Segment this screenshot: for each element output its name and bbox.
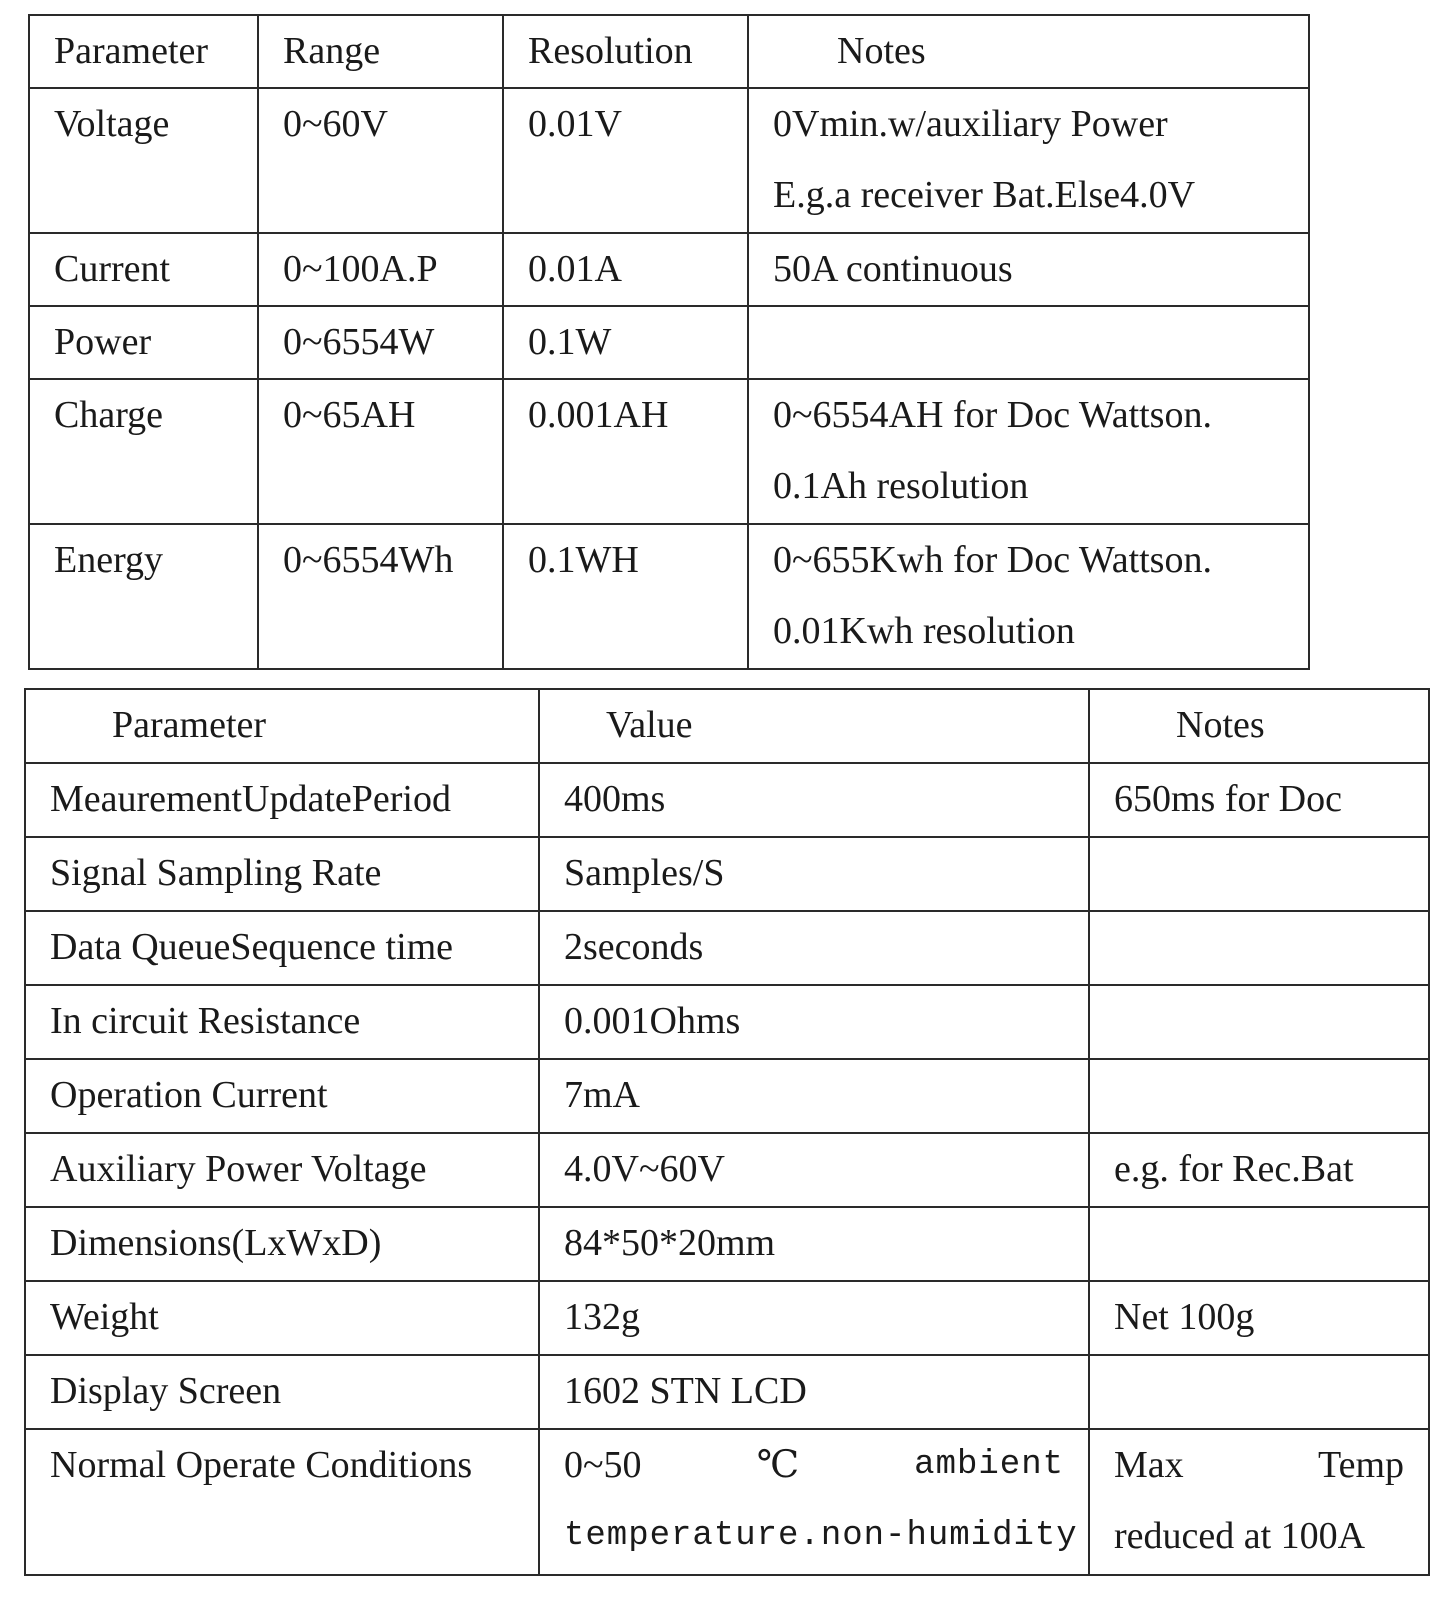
notes-line: 0.01Kwh resolution xyxy=(773,610,1075,652)
cell-value: 1602 STN LCD xyxy=(539,1355,1089,1429)
table-row xyxy=(25,911,1429,985)
notes-line: reduced at 100A xyxy=(1114,1515,1366,1557)
cell-notes xyxy=(748,379,1309,524)
cell-value: 7mA xyxy=(539,1059,1089,1133)
cell-notes xyxy=(1089,911,1429,985)
cell-range: 0~100A.P xyxy=(258,233,503,306)
cell-parameter: Power xyxy=(29,306,258,379)
cell-range: 0~6554Wh xyxy=(258,524,503,669)
table-row xyxy=(29,524,1309,669)
value-word: 0~50 xyxy=(564,1444,642,1486)
cell-parameter: Display Screen xyxy=(25,1355,539,1429)
cell-notes xyxy=(1089,985,1429,1059)
cell-value: 0.001Ohms xyxy=(539,985,1089,1059)
table-row xyxy=(25,837,1429,911)
cell-notes xyxy=(748,88,1309,233)
cell-parameter: Operation Current xyxy=(25,1059,539,1133)
cell-notes xyxy=(1089,1355,1429,1429)
notes-line xyxy=(1114,1430,1428,1501)
header-range: Range xyxy=(258,15,503,88)
table-header-row xyxy=(25,689,1429,763)
cell-resolution: 0.1W xyxy=(503,306,748,379)
table-row xyxy=(29,379,1309,524)
cell-parameter: Dimensions(LxWxD) xyxy=(25,1207,539,1281)
cell-resolution: 0.01V xyxy=(503,88,748,233)
cell-notes xyxy=(1089,837,1429,911)
table-row xyxy=(29,233,1309,306)
table-row xyxy=(25,985,1429,1059)
cell-value: 4.0V~60V xyxy=(539,1133,1089,1207)
table-row xyxy=(25,1355,1429,1429)
cell-range: 0~6554W xyxy=(258,306,503,379)
cell-value: 84*50*20mm xyxy=(539,1207,1089,1281)
value-line: temperature.non-humidity xyxy=(564,1517,1078,1555)
notes-line: 0.1Ah resolution xyxy=(773,465,1029,507)
table-header-row xyxy=(29,15,1309,88)
notes-line: 0~655Kwh for Doc Wattson. xyxy=(773,539,1212,581)
cell-resolution: 0.001AH xyxy=(503,379,748,524)
table-row xyxy=(25,1429,1429,1575)
cell-value: 2seconds xyxy=(539,911,1089,985)
table-row xyxy=(25,1207,1429,1281)
cell-notes: e.g. for Rec.Bat xyxy=(1089,1133,1429,1207)
cell-notes: 50A continuous xyxy=(748,233,1309,306)
table-row xyxy=(25,1059,1429,1133)
cell-parameter: Charge xyxy=(29,379,258,524)
table-row xyxy=(25,1133,1429,1207)
cell-parameter: Normal Operate Conditions xyxy=(25,1429,539,1575)
cell-resolution: 0.01A xyxy=(503,233,748,306)
cell-notes xyxy=(1089,1059,1429,1133)
specification-table-ranges xyxy=(28,14,1310,670)
notes-line: 0~6554AH for Doc Wattson. xyxy=(773,394,1212,436)
cell-parameter: Data QueueSequence time xyxy=(25,911,539,985)
value-word: ℃ xyxy=(756,1444,800,1486)
cell-parameter: Auxiliary Power Voltage xyxy=(25,1133,539,1207)
cell-parameter: Current xyxy=(29,233,258,306)
header-parameter: Parameter xyxy=(25,689,539,763)
cell-parameter: Voltage xyxy=(29,88,258,233)
table-row xyxy=(25,1281,1429,1355)
notes-line: E.g.a receiver Bat.Else4.0V xyxy=(773,174,1196,216)
table-row xyxy=(29,306,1309,379)
notes-line: 0Vmin.w/auxiliary Power xyxy=(773,103,1168,145)
notes-word: Max xyxy=(1114,1444,1184,1486)
cell-parameter: In circuit Resistance xyxy=(25,985,539,1059)
cell-parameter: Energy xyxy=(29,524,258,669)
cell-notes: 650ms for Doc xyxy=(1089,763,1429,837)
cell-notes: Net 100g xyxy=(1089,1281,1429,1355)
cell-range: 0~60V xyxy=(258,88,503,233)
cell-resolution: 0.1WH xyxy=(503,524,748,669)
cell-parameter: Weight xyxy=(25,1281,539,1355)
cell-value: Samples/S xyxy=(539,837,1089,911)
cell-parameter: MeaurementUpdatePeriod xyxy=(25,763,539,837)
header-parameter: Parameter xyxy=(29,15,258,88)
header-notes: Notes xyxy=(748,15,1309,88)
specification-table-general xyxy=(24,688,1430,1576)
table-row xyxy=(25,763,1429,837)
header-value: Value xyxy=(539,689,1089,763)
value-line xyxy=(564,1430,1088,1501)
notes-word: Temp xyxy=(1318,1444,1404,1486)
cell-value: 132g xyxy=(539,1281,1089,1355)
cell-parameter: Signal Sampling Rate xyxy=(25,837,539,911)
value-word: ambient xyxy=(914,1446,1064,1484)
cell-value: 400ms xyxy=(539,763,1089,837)
cell-notes xyxy=(1089,1429,1429,1575)
header-notes: Notes xyxy=(1089,689,1429,763)
cell-range: 0~65AH xyxy=(258,379,503,524)
table-row xyxy=(29,88,1309,233)
cell-notes xyxy=(748,524,1309,669)
cell-notes xyxy=(748,306,1309,379)
cell-notes xyxy=(1089,1207,1429,1281)
cell-value xyxy=(539,1429,1089,1575)
header-resolution: Resolution xyxy=(503,15,748,88)
